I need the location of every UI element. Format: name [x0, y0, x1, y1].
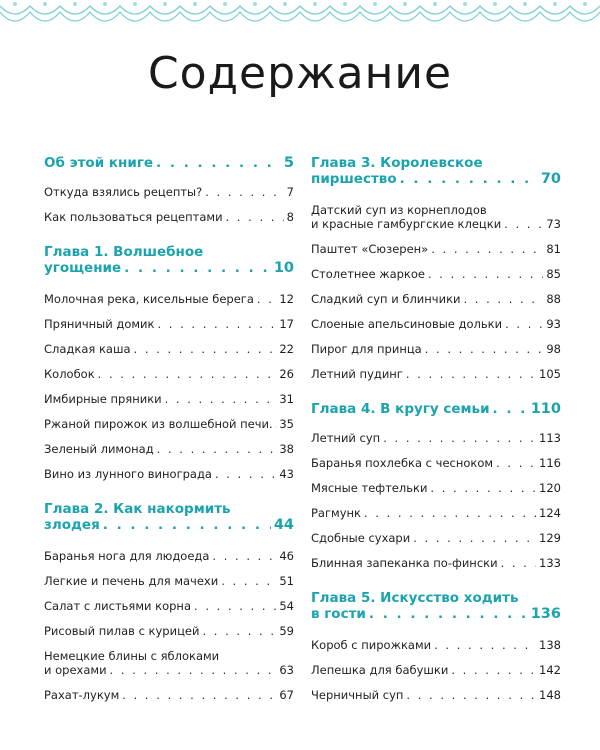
dot-leader [428, 267, 543, 281]
dot-leader [215, 467, 276, 481]
page-number: 113 [539, 431, 561, 445]
toc-entry [311, 242, 561, 267]
entry-title-line1: Немецкие блины с яблоками [44, 649, 220, 663]
toc-entry [44, 688, 294, 713]
entry-title: Ржаной пирожок из волшебной печи. [44, 417, 273, 431]
page-number: 105 [539, 367, 561, 381]
toc-chapter-heading [44, 155, 294, 185]
page-number: 98 [546, 342, 561, 356]
dot-leader [364, 506, 536, 520]
entry-title-line2: и красные гамбургские клецки [311, 217, 502, 231]
page-number: 51 [279, 574, 294, 588]
page-title: Содержание [147, 48, 453, 99]
page-number: 120 [539, 481, 561, 495]
toc-chapter-heading [44, 501, 294, 549]
chapter-spacer [311, 392, 561, 401]
dot-leader [383, 431, 536, 445]
page-number: 63 [279, 663, 294, 677]
toc-entry [311, 342, 561, 367]
page-number: 7 [286, 185, 294, 199]
toc-entry [311, 481, 561, 506]
dot-leader [413, 531, 536, 545]
entry-title: Пирог для принца [311, 342, 422, 356]
page-number: 124 [539, 506, 561, 520]
dot-leader [103, 517, 271, 533]
page-number: 81 [546, 242, 561, 256]
page-number: 54 [279, 599, 294, 613]
page-number: 88 [546, 292, 561, 306]
toc-entry [44, 210, 294, 235]
page-number: 43 [279, 467, 294, 481]
entry-title: Имбирные пряники [44, 392, 162, 406]
page-number: 110 [530, 401, 561, 417]
dot-leader [434, 638, 536, 652]
entry-title: Блинная запеканка по-фински [311, 556, 498, 570]
entry-title: Рисовый пилав с курицей [44, 624, 200, 638]
entry-title: Вино из лунного винограда [44, 467, 212, 481]
entry-title: Рахат-лукум [44, 688, 120, 702]
dot-leader [134, 342, 277, 356]
dot-leader [110, 663, 277, 677]
dot-leader [463, 292, 543, 306]
toc-left-column [44, 155, 294, 713]
chapter-title-line2: угощение [44, 260, 122, 276]
chapter-title-line1: Глава 2. Как накормить [44, 501, 231, 517]
toc-entry [44, 392, 294, 417]
toc-entry [311, 267, 561, 292]
toc-entry [311, 367, 561, 392]
page-number: 38 [279, 442, 294, 456]
toc-right-column [311, 155, 561, 713]
decorative-lace-border [0, 0, 600, 34]
page-number: 22 [279, 342, 294, 356]
entry-title: Слоеные апельсиновые дольки [311, 317, 503, 331]
dot-leader [501, 556, 536, 570]
toc-entry [311, 506, 561, 531]
dot-leader [165, 392, 277, 406]
page-number: 133 [539, 556, 561, 570]
toc-entry [44, 467, 294, 492]
entry-title: Пряничный домик [44, 317, 155, 331]
entry-title: Столетнее жаркое [311, 267, 425, 281]
dot-leader [202, 624, 276, 638]
page-number: 35 [279, 417, 294, 431]
dot-leader [157, 317, 276, 331]
dot-leader [400, 171, 538, 187]
chapter-title-line2: злодея [44, 517, 100, 533]
toc-chapter-heading [311, 590, 561, 638]
dot-leader [98, 367, 277, 381]
chapter-title-line1: Глава 1. Волшебное [44, 244, 204, 260]
page-number: 136 [530, 606, 561, 622]
entry-title: Сладкая каша [44, 342, 131, 356]
page-number: 44 [273, 517, 294, 533]
page-number: 5 [283, 155, 294, 171]
page-number: 70 [540, 171, 561, 187]
entry-title: Летний суп [311, 431, 381, 445]
toc-entry [44, 367, 294, 392]
toc-entry [311, 663, 561, 688]
page-number: 31 [279, 392, 294, 406]
entry-title-line2: и орехами [44, 663, 107, 677]
dot-leader [505, 317, 543, 331]
page-number: 67 [279, 688, 294, 702]
page-number: 10 [273, 260, 294, 276]
entry-title: Лепешка для бабушки [311, 663, 449, 677]
toc-entry [311, 431, 561, 456]
dot-leader [156, 155, 281, 171]
page-number: 12 [279, 292, 294, 306]
dot-leader [369, 606, 528, 622]
dot-leader [504, 217, 543, 231]
toc-entry [44, 292, 294, 317]
dot-leader [425, 342, 544, 356]
toc-entry [44, 185, 294, 210]
toc-entry [44, 649, 294, 688]
chapter-title: Глава 4. В кругу семьи [311, 401, 490, 417]
toc-entry [44, 624, 294, 649]
toc-chapter-heading [311, 401, 561, 431]
dot-leader [157, 442, 277, 456]
toc-entry [44, 342, 294, 367]
dot-leader [406, 367, 536, 381]
entry-title: Баранья нога для людоеда [44, 549, 210, 563]
dot-leader [431, 242, 543, 256]
page-number: 142 [539, 663, 561, 677]
entry-title: Зеленый лимонад [44, 442, 154, 456]
entry-title: Сладкий суп и блинчики [311, 292, 461, 306]
chapter-title-line2: пиршество [311, 171, 397, 187]
page-number: 8 [286, 210, 294, 224]
entry-title: Короб с пирожками [311, 638, 432, 652]
toc-entry [311, 203, 561, 242]
dot-leader [276, 417, 277, 431]
page-number: 46 [279, 549, 294, 563]
entry-title: Откуда взялись рецепты? [44, 185, 203, 199]
toc-entry [44, 574, 294, 599]
page-number: 73 [546, 217, 561, 231]
dot-leader [194, 599, 276, 613]
dot-leader [221, 574, 276, 588]
dot-leader [257, 292, 276, 306]
chapter-title-line1: Глава 5. Искусство ходить [311, 590, 519, 606]
dot-leader [496, 456, 536, 470]
dot-leader [124, 260, 271, 276]
page-number: 138 [539, 638, 561, 652]
chapter-spacer [44, 235, 294, 244]
toc-entry [44, 599, 294, 624]
entry-title: Мясные тефтельки [311, 481, 428, 495]
page-number: 116 [539, 456, 561, 470]
page-number: 93 [546, 317, 561, 331]
toc-entry [311, 638, 561, 663]
page-number: 26 [279, 367, 294, 381]
entry-title: Баранья похлебка с чесноком [311, 456, 494, 470]
dot-leader [406, 688, 536, 702]
entry-title: Паштет «Сюзерен» [311, 242, 429, 256]
chapter-spacer [44, 492, 294, 501]
entry-title: Рагмунк [311, 506, 361, 520]
dot-leader [205, 185, 283, 199]
toc-chapter-heading [311, 155, 561, 203]
page-number: 129 [539, 531, 561, 545]
entry-title: Летний пудинг [311, 367, 403, 381]
entry-title: Легкие и печень для мачехи [44, 574, 219, 588]
entry-title: Черничный суп [311, 688, 404, 702]
entry-title: Колобок [44, 367, 95, 381]
page-number: 85 [546, 267, 561, 281]
toc-entry [44, 442, 294, 467]
toc-entry [44, 317, 294, 342]
toc-entry [311, 556, 561, 581]
entry-title-line1: Датский суп из корнеплодов [311, 203, 487, 217]
dot-leader [430, 481, 536, 495]
dot-leader [451, 663, 536, 677]
toc-entry [44, 549, 294, 574]
toc-entry [311, 688, 561, 713]
page-number: 59 [279, 624, 294, 638]
dot-leader [212, 549, 276, 563]
dot-leader [493, 401, 528, 417]
entry-title: Сдобные сухари [311, 531, 411, 545]
toc-entry [311, 317, 561, 342]
chapter-spacer [311, 581, 561, 590]
page-number: 17 [279, 317, 294, 331]
entry-title: Как пользоваться рецептами [44, 210, 223, 224]
page-number: 148 [539, 688, 561, 702]
dot-leader [226, 210, 284, 224]
entry-title: Молочная река, кисельные берега [44, 292, 254, 306]
chapter-title: Об этой книге [44, 155, 154, 171]
chapter-title-line2: в гости [311, 606, 366, 622]
toc-chapter-heading [44, 244, 294, 292]
toc-entry [311, 292, 561, 317]
chapter-title-line1: Глава 3. Королевское [311, 155, 483, 171]
toc-entry [44, 417, 294, 442]
toc-entry [311, 456, 561, 481]
entry-title: Салат с листьями корна [44, 599, 192, 613]
dot-leader [122, 688, 276, 702]
toc-entry [311, 531, 561, 556]
